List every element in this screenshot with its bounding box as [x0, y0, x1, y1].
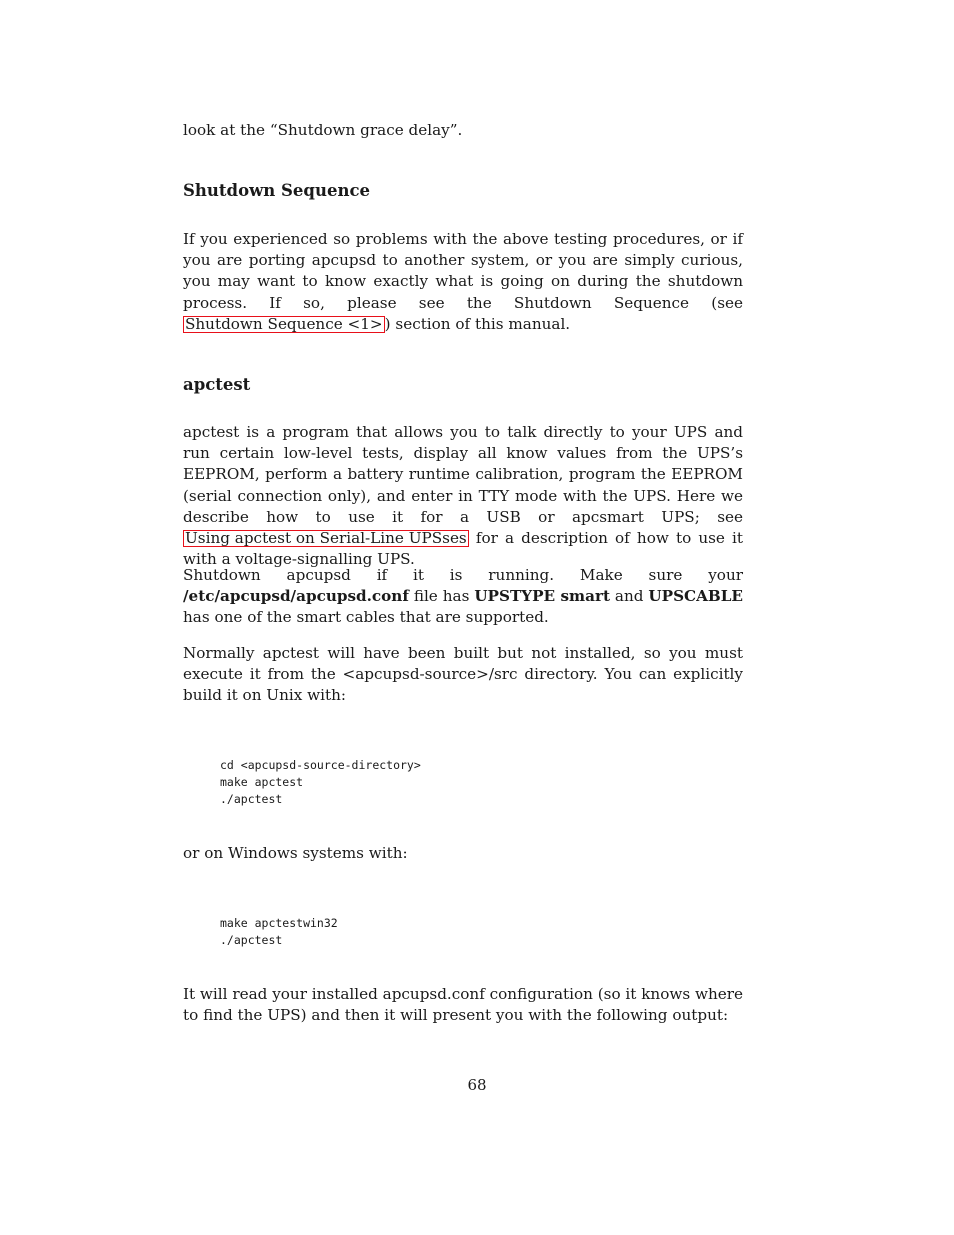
upstype-keyword: UPSTYPE smart: [474, 587, 610, 606]
paragraph-text: Normally apctest will have been built but not installed, so you must execute it from the <apcupsd-source>/src directory. You can explicitly build it on Unix with:: [183, 644, 743, 705]
code-line: make apctest: [220, 775, 304, 789]
code-line: cd <apcupsd-source-directory>: [220, 758, 421, 772]
windows-intro-paragraph: [183, 843, 743, 864]
intro-text: look at the “Shutdown grace delay”.: [183, 121, 463, 139]
shutdown-sequence-link[interactable]: Shutdown Sequence <1>: [185, 314, 383, 333]
heading-text: apctest: [183, 375, 251, 394]
paragraph-text: for a description of how to use it with a voltage-signalling UPS.: [183, 529, 743, 569]
code-line: ./apctest: [220, 792, 283, 806]
heading-text: Shutdown Sequence: [183, 181, 371, 200]
paragraph-text: ) section of this manual.: [384, 314, 571, 333]
paragraph-text: or on Windows systems with:: [183, 844, 408, 862]
config-path: /etc/apcupsd/apcupsd.conf: [183, 587, 409, 606]
paragraph-text: has one of the smart cables that are supported.: [183, 608, 549, 627]
serial-line-upsses-link[interactable]: Using apctest on Serial-Line UPSses: [185, 529, 467, 548]
page-number: 68: [467, 1076, 487, 1094]
section-heading-apctest: [183, 374, 743, 396]
paragraph-text: apctest is a program that allows you to talk directly to your UPS and run certain low-level tests, display all know values from the UPS’s EEPROM, perform a battery runtime calibration, program the EEPROM (serial connection only), and enter in TTY mode with the UPS. Here we describe how to use it for a USB or apcsmart UPS; see: [183, 423, 743, 526]
unix-code-block: [220, 757, 421, 808]
code-line: make apctestwin32: [220, 916, 338, 930]
build-instructions-paragraph: [183, 643, 743, 707]
paragraph-text: Shutdown apcupsd if it is running. Make sure your: [183, 566, 743, 584]
paragraph-text: It will read your installed apcupsd.conf configuration (so it knows where to find the UPS) and then it will present you with the following output:: [183, 985, 743, 1025]
shutdown-sequence-paragraph: [183, 229, 743, 335]
output-intro-paragraph: [183, 984, 743, 1026]
paragraph-text: file has: [408, 587, 475, 606]
windows-code-block: [220, 915, 338, 949]
section-heading-shutdown-sequence: [183, 180, 743, 202]
upscable-keyword: UPSCABLE: [648, 587, 744, 606]
shutdown-apcupsd-paragraph: [183, 565, 743, 629]
code-line: ./apctest: [220, 933, 283, 947]
paragraph-text: and: [609, 587, 649, 606]
paragraph-text: If you experienced so problems with the above testing procedures, or if you are porting apcupsd to another system, or you are simply curious, you may want to know exactly what is going on during the shutdown process. If so, please see the Shutdown Sequence (see: [183, 230, 743, 312]
intro-paragraph: [183, 120, 743, 141]
apctest-intro-paragraph: [183, 422, 743, 570]
